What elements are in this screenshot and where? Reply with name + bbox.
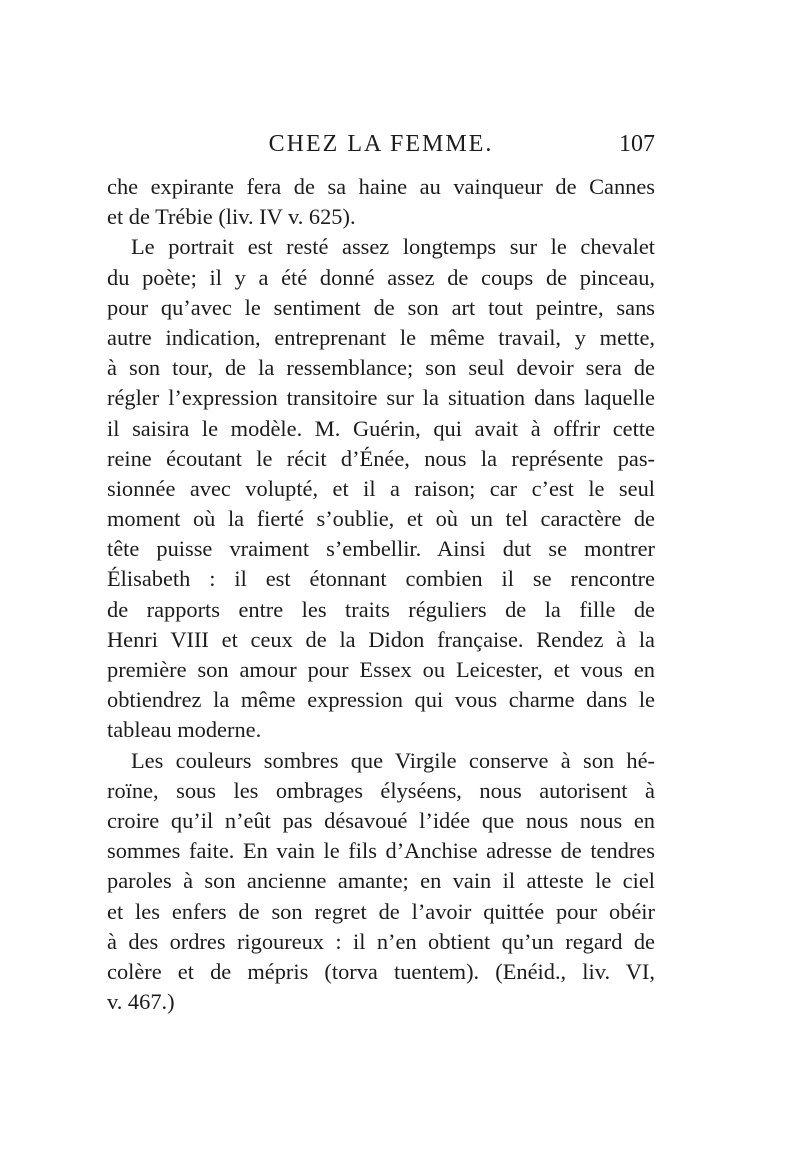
text-line: Élisabeth : il est étonnant combien il se rencontre: [107, 566, 655, 592]
text-line: che expirante fera de sa haine au vainqueur de Cannes: [107, 174, 655, 199]
text-line: v. 467.): [107, 989, 175, 1015]
body-text: [107, 172, 655, 1017]
text-line: tête puisse vraiment s’embellir. Ainsi dut se montrer: [107, 536, 655, 562]
text-line: du poète; il y a été donné assez de coups de pinceau,: [107, 264, 655, 290]
text-line: Le portrait est resté assez longtemps sur le chevalet: [131, 234, 655, 260]
text-line: il saisira le modèle. M. Guérin, qui avait à offrir cette: [107, 415, 655, 441]
text-line: à son tour, de la ressemblance; son seul devoir sera de: [107, 355, 655, 381]
text-line: roïne, sous les ombrages élyséens, nous autorisent à: [107, 777, 655, 803]
text-line: sionnée avec volupté, et il a raison; car c’est le seul: [107, 475, 655, 501]
text-line: Les couleurs sombres que Virgile conserve à son hé-: [131, 747, 655, 773]
running-title: CHEZ LA FEMME.: [268, 131, 494, 157]
text-line: tableau moderne.: [107, 717, 262, 743]
text-line: régler l’expression transitoire sur la situation dans laquelle: [107, 385, 655, 411]
text-line: colère et de mépris (torva tuentem). (Enéid., liv. VI,: [107, 958, 655, 984]
text-line: de rapports entre les traits réguliers de la fille de: [107, 596, 655, 622]
text-line: première son amour pour Essex ou Leicester, et vous en: [107, 657, 655, 682]
text-line: croire qu’il n’eût pas désavoué l’idée que nous nous en: [107, 807, 655, 833]
text-line: à des ordres rigoureux : il n’en obtient qu’un regard de: [107, 928, 655, 954]
text-line: pour qu’avec le sentiment de son art tout peintre, sans: [107, 294, 655, 320]
running-head: [107, 126, 655, 162]
text-line: sommes faite. En vain le fils d’Anchise adresse de tendres: [107, 838, 655, 864]
text-line: et de Trébie (liv. IV v. 625).: [107, 204, 356, 230]
text-line: moment où la fierté s’oublie, et où un tel caractère de: [107, 506, 655, 532]
text-line: paroles à son ancienne amante; en vain il atteste le ciel: [107, 868, 655, 894]
text-line: et les enfers de son regret de l’avoir quittée pour obéir: [107, 898, 655, 924]
text-line: obtiendrez la même expression qui vous charme dans le: [107, 687, 655, 713]
text-line: autre indication, entreprenant le même travail, y mette,: [107, 324, 655, 350]
text-line: Henri VIII et ceux de la Didon française. Rendez à la: [107, 626, 655, 652]
text-line: reine écoutant le récit d’Énée, nous la représente pas-: [107, 445, 655, 471]
page-number: 107: [619, 131, 655, 157]
